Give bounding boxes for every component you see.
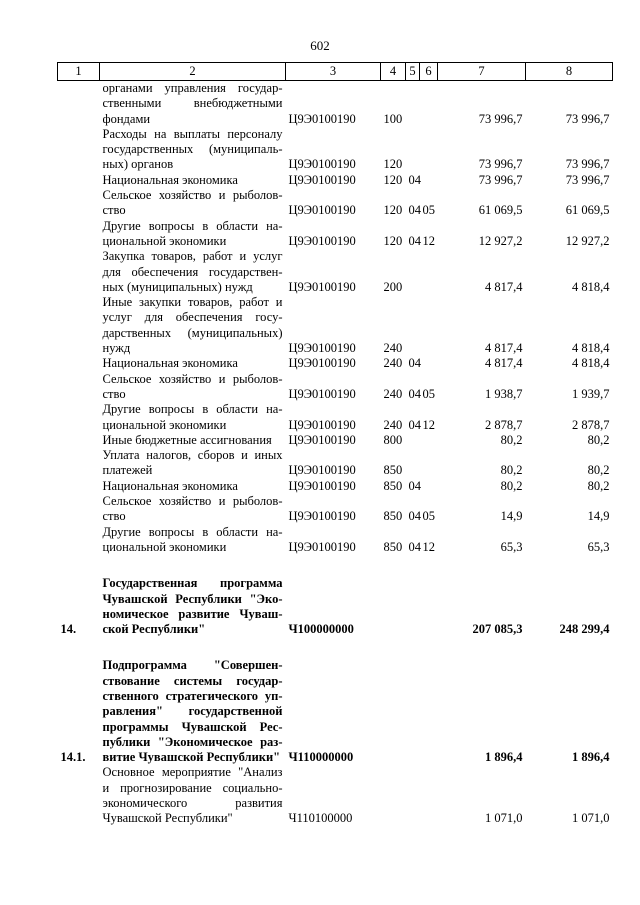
- row-amount-year1: 1 071,0: [485, 811, 523, 826]
- row-amount-year2: 4 818,4: [572, 341, 610, 356]
- row-amount-year1: 65,3: [500, 539, 523, 554]
- table-row: [58, 295, 613, 356]
- row-amount-year1: 4 817,4: [485, 279, 523, 294]
- row-expense-type: 120: [383, 233, 403, 248]
- row-target-article: Ц9Э0100190: [288, 233, 356, 248]
- spacer-cell: [58, 637, 613, 658]
- row-section: [406, 765, 420, 826]
- row-number: [58, 356, 100, 371]
- row-amount-year1: 14,9: [500, 509, 523, 524]
- table-row: [58, 525, 613, 556]
- row-target-article: Ч100000000: [288, 622, 354, 637]
- row-amount-year2: 1 071,0: [572, 811, 610, 826]
- table-row: [58, 249, 613, 295]
- row-subsection: 05: [422, 386, 435, 401]
- table-row: [58, 658, 613, 765]
- header-col-1: 1: [58, 63, 100, 81]
- row-section: 04: [408, 356, 421, 371]
- header-col-5: 5: [406, 63, 420, 81]
- row-section: [406, 295, 420, 356]
- row-amount-year2: 73 996,7: [565, 111, 610, 126]
- row-target-article: Ц9Э0100190: [288, 417, 356, 432]
- row-amount-year2: 73 996,7: [565, 157, 610, 172]
- row-section: 04: [408, 386, 421, 401]
- row-subsection: [420, 81, 438, 127]
- row-expense-type: 240: [383, 386, 403, 401]
- row-name: Другие вопросы в области национальной экономики: [102, 218, 283, 248]
- row-expense-type: 120: [383, 157, 403, 172]
- row-section: 04: [408, 203, 421, 218]
- header-col-6: 6: [420, 63, 438, 81]
- row-name: Уплата налогов, сборов и иных платежей: [102, 448, 283, 478]
- row-number: [58, 219, 100, 250]
- row-subsection: [420, 433, 438, 448]
- row-target-article: Ц9Э0100190: [288, 356, 356, 371]
- row-amount-year1: 4 817,4: [485, 356, 523, 371]
- row-amount-year2: 12 927,2: [565, 233, 610, 248]
- row-expense-type: [381, 765, 406, 826]
- row-name: Закупка товаров, работ и услуг для обеспечения государственных (муниципальных) нужд: [102, 249, 283, 294]
- row-target-article: Ц9Э0100190: [288, 341, 356, 356]
- row-number: [58, 372, 100, 403]
- row-name: Иные бюджетные ассигнования: [102, 432, 272, 447]
- row-number: [58, 173, 100, 188]
- row-amount-year2: 248 299,4: [559, 622, 610, 637]
- row-name: Национальная экономика: [102, 478, 238, 493]
- row-section: 04: [408, 233, 421, 248]
- row-expense-type: 120: [383, 172, 403, 187]
- table-body: [58, 81, 613, 827]
- row-number: 14.: [60, 622, 77, 637]
- header-col-4: 4: [381, 63, 406, 81]
- row-amount-year2: 4 818,4: [572, 279, 610, 294]
- row-number: [58, 433, 100, 448]
- row-subsection: [420, 295, 438, 356]
- row-section: [406, 433, 420, 448]
- header-col-2: 2: [100, 63, 286, 81]
- table-row: [58, 765, 613, 826]
- row-section: [406, 81, 420, 127]
- row-target-article: Ц9Э0100190: [288, 157, 356, 172]
- table-spacer-row: [58, 555, 613, 576]
- row-amount-year1: 73 996,7: [478, 157, 523, 172]
- row-target-article: Ц9Э0100190: [288, 539, 356, 554]
- row-name: Основное мероприятие "Анализ и прогнозирование социально-экономического развития Чувашской Республики": [102, 765, 283, 826]
- row-amount-year2: 14,9: [587, 509, 610, 524]
- row-subsection: [420, 576, 438, 637]
- row-subsection: 05: [422, 509, 435, 524]
- row-expense-type: 100: [383, 111, 403, 126]
- row-target-article: Ц9Э0100190: [288, 111, 356, 126]
- row-name: Расходы на выплаты персоналу государственных (муниципальных) органов: [102, 126, 283, 172]
- row-expense-type: 200: [383, 279, 403, 294]
- row-subsection: [420, 173, 438, 188]
- row-amount-year1: 61 069,5: [478, 203, 523, 218]
- spacer-cell: [58, 555, 613, 576]
- row-number: [58, 402, 100, 433]
- row-amount-year2: 1 939,7: [572, 386, 610, 401]
- row-subsection: 12: [422, 539, 435, 554]
- row-name: органами управления государственными внебюджетными фондами: [102, 81, 283, 126]
- row-amount-year2: 1 896,4: [572, 750, 610, 765]
- row-number: [58, 448, 100, 479]
- row-subsection: [420, 448, 438, 479]
- row-expense-type: 240: [383, 356, 403, 371]
- row-section: 04: [408, 417, 421, 432]
- row-subsection: [420, 479, 438, 494]
- table-row: [58, 188, 613, 219]
- row-expense-type: 240: [383, 341, 403, 356]
- row-target-article: Ц9Э0100190: [288, 432, 356, 447]
- row-name: Подпрограмма "Совершенствование системы государственного стратегического управления" государственной программы Чувашской Республики "Экономическое развитие Чувашской Республики": [102, 658, 283, 765]
- row-target-article: Ц9Э0100190: [288, 509, 356, 524]
- row-subsection: 12: [422, 417, 435, 432]
- row-subsection: 12: [422, 233, 435, 248]
- row-section: [406, 448, 420, 479]
- table-row: [58, 127, 613, 173]
- table-row: [58, 576, 613, 637]
- row-expense-type: [381, 576, 406, 637]
- row-amount-year2: 65,3: [587, 539, 610, 554]
- row-number: [58, 249, 100, 295]
- row-amount-year1: 207 085,3: [472, 622, 523, 637]
- row-name: Государственная программа Чувашской Республики "Экономическое развитие Чувашской Республики": [102, 576, 283, 637]
- header-col-7: 7: [438, 63, 526, 81]
- row-expense-type: 850: [383, 463, 403, 478]
- row-subsection: [420, 127, 438, 173]
- row-number: [58, 127, 100, 173]
- row-amount-year2: 80,2: [587, 432, 610, 447]
- row-target-article: Ц9Э0100190: [288, 203, 356, 218]
- table-row: [58, 219, 613, 250]
- row-number: [58, 479, 100, 494]
- row-section: 04: [408, 478, 421, 493]
- row-amount-year1: 1 938,7: [485, 386, 523, 401]
- row-expense-type: 850: [383, 509, 403, 524]
- row-expense-type: 240: [383, 417, 403, 432]
- row-name: Сельское хозяйство и рыболовство: [102, 188, 283, 218]
- row-amount-year2: 61 069,5: [565, 203, 610, 218]
- row-amount-year1: 73 996,7: [478, 111, 523, 126]
- row-expense-type: 800: [383, 432, 403, 447]
- row-expense-type: 120: [383, 203, 403, 218]
- row-section: [406, 127, 420, 173]
- row-amount-year1: 4 817,4: [485, 341, 523, 356]
- budget-table: [57, 62, 613, 827]
- row-subsection: [420, 658, 438, 765]
- row-number: 14.1.: [60, 750, 86, 765]
- row-amount-year2: 4 818,4: [572, 356, 610, 371]
- row-number: [58, 81, 100, 127]
- table-row: [58, 356, 613, 371]
- row-subsection: [420, 765, 438, 826]
- row-target-article: Ц9Э0100190: [288, 463, 356, 478]
- row-expense-type: 850: [383, 539, 403, 554]
- row-section: [406, 576, 420, 637]
- table-row: [58, 433, 613, 448]
- row-number: [58, 765, 100, 826]
- row-number: [58, 295, 100, 356]
- row-name: Сельское хозяйство и рыболовство: [102, 371, 283, 401]
- row-section: [406, 249, 420, 295]
- row-amount-year2: 2 878,7: [572, 417, 610, 432]
- header-col-3: 3: [286, 63, 381, 81]
- row-target-article: Ц9Э0100190: [288, 279, 356, 294]
- table-row: [58, 448, 613, 479]
- row-number: [58, 525, 100, 556]
- table-spacer-row: [58, 637, 613, 658]
- row-subsection: [420, 356, 438, 371]
- row-name: Национальная экономика: [102, 356, 238, 371]
- row-amount-year1: 80,2: [500, 432, 523, 447]
- row-amount-year1: 2 878,7: [485, 417, 523, 432]
- row-amount-year1: 73 996,7: [478, 172, 523, 187]
- table-row: [58, 479, 613, 494]
- header-row: [58, 63, 613, 81]
- row-amount-year1: 12 927,2: [478, 233, 523, 248]
- row-amount-year2: 80,2: [587, 463, 610, 478]
- row-section: 04: [408, 539, 421, 554]
- table-row: [58, 173, 613, 188]
- row-section: [406, 658, 420, 765]
- row-name: Другие вопросы в области национальной экономики: [102, 402, 283, 432]
- row-amount-year1: 80,2: [500, 463, 523, 478]
- row-name: Сельское хозяйство и рыболовство: [102, 494, 283, 524]
- row-subsection: 05: [422, 203, 435, 218]
- table-row: [58, 494, 613, 525]
- table-row: [58, 81, 613, 127]
- row-amount-year1: 1 896,4: [485, 750, 523, 765]
- row-target-article: Ч110000000: [288, 750, 354, 765]
- row-expense-type: 850: [383, 478, 403, 493]
- row-target-article: Ц9Э0100190: [288, 386, 356, 401]
- row-target-article: Ч110100000: [288, 811, 353, 826]
- row-amount-year1: 80,2: [500, 478, 523, 493]
- row-number: [58, 494, 100, 525]
- row-amount-year2: 73 996,7: [565, 172, 610, 187]
- row-name: Национальная экономика: [102, 172, 238, 187]
- row-subsection: [420, 249, 438, 295]
- row-number: [58, 188, 100, 219]
- row-name: Другие вопросы в области национальной экономики: [102, 524, 283, 554]
- table-row: [58, 372, 613, 403]
- table-row: [58, 402, 613, 433]
- row-section: 04: [408, 509, 421, 524]
- row-name: Иные закупки товаров, работ и услуг для обеспечения государственных (муниципальных) нужд: [102, 295, 283, 356]
- page-number: 602: [310, 38, 330, 53]
- row-target-article: Ц9Э0100190: [288, 478, 356, 493]
- row-expense-type: [381, 658, 406, 765]
- row-section: 04: [408, 172, 421, 187]
- row-target-article: Ц9Э0100190: [288, 172, 356, 187]
- row-amount-year2: 80,2: [587, 478, 610, 493]
- header-col-8: 8: [526, 63, 613, 81]
